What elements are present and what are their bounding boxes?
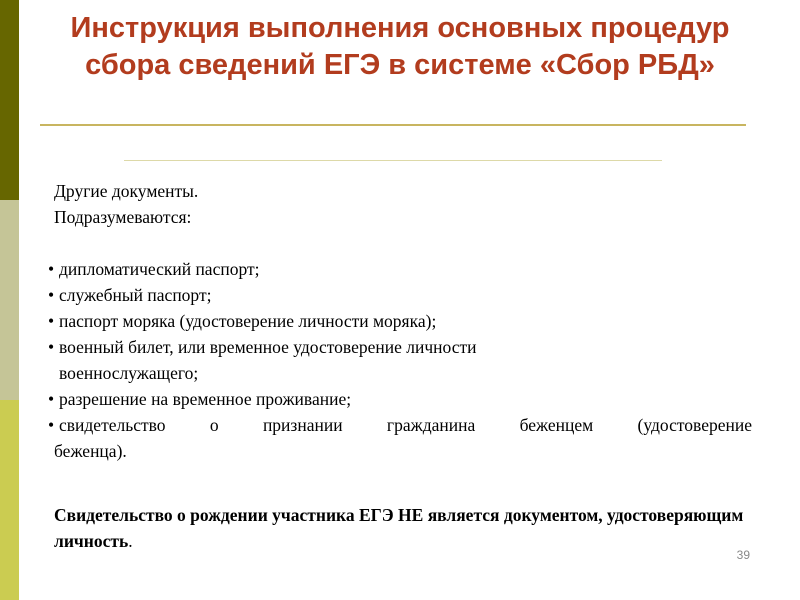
slide-title: Инструкция выполнения основных процедур сбора сведений ЕГЭ в системе «Сбор РБД» [70, 12, 730, 81]
page-number: 39 [736, 548, 750, 562]
list-item [48, 282, 752, 308]
sidebar-segment-dark [0, 0, 19, 200]
bullet-marker: • [48, 415, 55, 435]
slide-body [48, 178, 752, 464]
list-item-text-line: военнослужащего; [59, 363, 199, 383]
list-item [48, 334, 752, 386]
list-item-text [59, 334, 752, 386]
note-end: . [128, 531, 133, 551]
list-item-text: дипломатический паспорт; [59, 259, 260, 279]
bullet-marker: • [48, 337, 55, 357]
list-item-text-continuation: беженца). [54, 441, 127, 461]
list-item-text: разрешение на временное проживание; [59, 389, 352, 409]
list-item-text: паспорт моряка (удостоверение личности моряка); [59, 311, 437, 331]
title-divider [40, 124, 746, 126]
subtitle-divider [124, 160, 662, 161]
sidebar-segment-yellow [0, 400, 19, 600]
important-note [54, 502, 754, 554]
intro-line-2: Подразумеваются: [54, 207, 192, 227]
list-item [48, 256, 752, 282]
bullet-marker: • [48, 311, 55, 331]
list-item-text: служебный паспорт; [59, 285, 212, 305]
list-item [48, 412, 752, 438]
list-item [48, 386, 752, 412]
intro-line-1: Другие документы. [54, 181, 199, 201]
list-item-text: свидетельство о признании гражданина беженцем (удостоверение [59, 415, 752, 435]
list-item-text-line: военный билет, или временное удостоверение личности [59, 337, 477, 357]
sidebar-decoration [0, 0, 19, 600]
bullet-marker: • [48, 389, 55, 409]
note-text: Свидетельство о рождении участника ЕГЭ НЕ является документом, удостоверяющим личность [54, 505, 744, 551]
bullet-marker: • [48, 285, 55, 305]
bullet-marker: • [48, 259, 55, 279]
sidebar-segment-light [0, 200, 19, 400]
list-item [48, 308, 752, 334]
